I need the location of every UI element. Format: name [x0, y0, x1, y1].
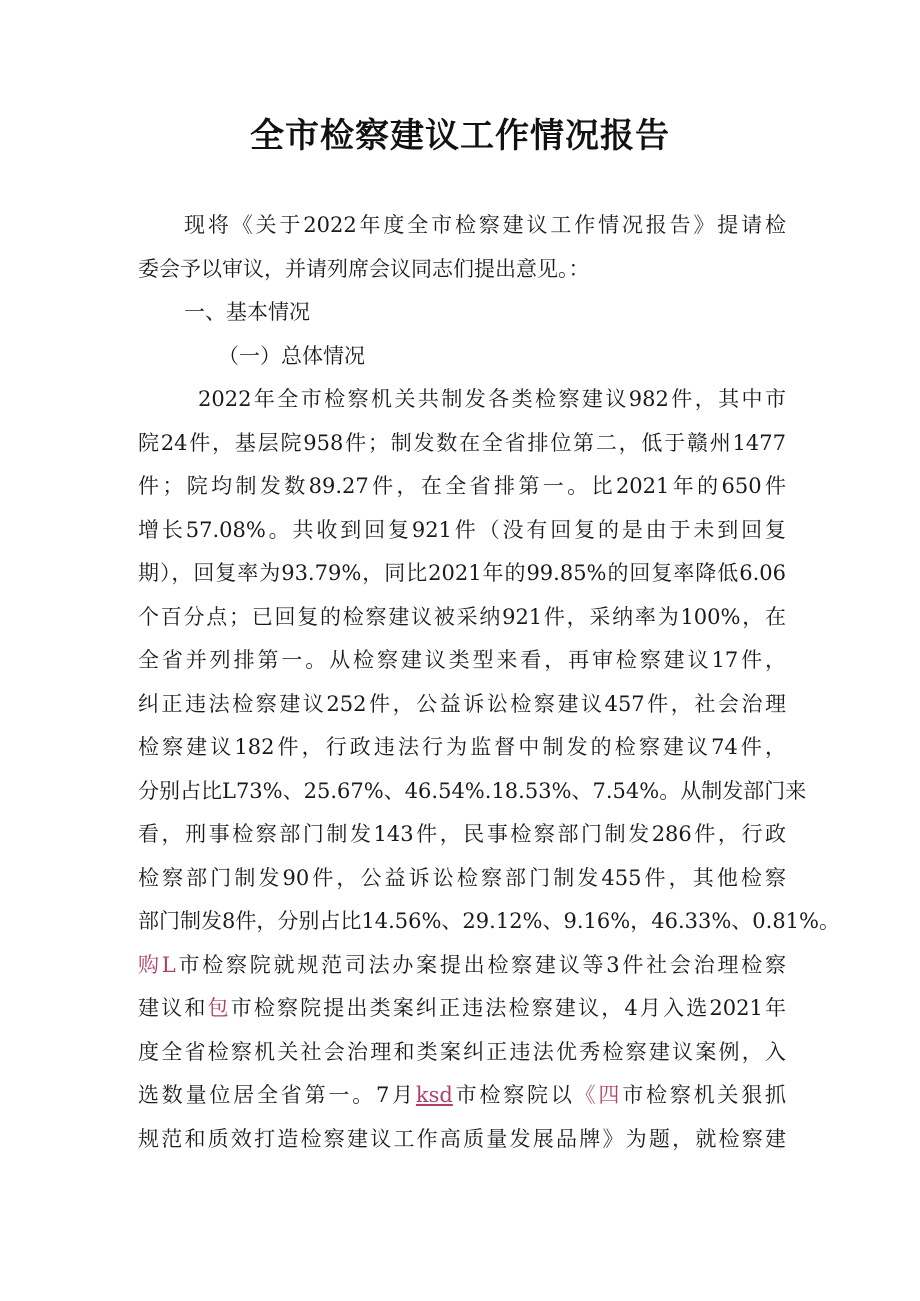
hyperlink-text[interactable]: ksd [415, 1083, 453, 1107]
paragraph-line-6: 个百分点；已回复的检察建议被采纳921件，采纳率为100%，在 [138, 604, 786, 629]
paragraph-line-17 [138, 1074, 786, 1118]
intro-line-2: 委会予以审议，并请列席会议同志们提出意见。： [138, 256, 590, 281]
paragraph-line-15-text-a: 建议和 [138, 996, 208, 1020]
paragraph-line-14 [138, 944, 786, 988]
paragraph-line-5: 期），回复率为93.79%，同比2021年的99.85%的回复率降低6.06 [138, 561, 786, 585]
highlight-text: 《四 [574, 1083, 623, 1107]
paragraph-line-16: 度全省检察机关社会治理和类案纠正违法优秀检察建议案例，入 [138, 1039, 786, 1064]
paragraph-line-9: 检察建议182件，行政违法行为监督中制发的检察建议74件， [138, 735, 786, 759]
paragraph-line-17-text-e: 市检察机关狠抓 [622, 1083, 787, 1107]
highlight-text: 包 [207, 996, 231, 1020]
paragraph-line-15-text-c: 市检察院提出类案纠正违法检察建议，4月入选2021年 [230, 996, 787, 1020]
paragraph-line-18: 规范和质效打造检察建议工作高质量发展品牌》为题，就检察建 [138, 1126, 786, 1151]
paragraph-line-4: 增长57.08%。共收到回复921件（没有回复的是由于未到回复 [138, 517, 786, 542]
paragraph-line-2: 院24件，基层院958件；制发数在全省排位第二，低于赣州1477 [138, 430, 786, 455]
paragraph-line-8: 纠正违法检察建议252件，公益诉讼检察建议457件，社会治理 [138, 691, 786, 716]
paragraph-line-7: 全省并列排第一。从检察建议类型来看，再审检察建议17件， [138, 648, 786, 672]
subsection-heading: （一）总体情况 [218, 343, 365, 368]
paragraph-line-10: 分别占比L73%、25.67%、46.54%.18.53%、7.54%。从制发部门来 [138, 778, 807, 803]
paragraph-line-11: 看，刑事检察部门制发143件，民事检察部门制发286件，行政 [138, 822, 786, 846]
paragraph-line-3: 件；院均制发数89.27件，在全省排第一。比2021年的650件 [138, 474, 786, 498]
section-heading: 一、基本情况 [184, 300, 310, 324]
paragraph-line-14-text: 市检察院就规范司法办案提出检察建议等3件社会治理检察 [175, 952, 786, 977]
highlight-text: 购L [138, 952, 176, 977]
paragraph-line-15 [138, 987, 786, 1031]
paragraph-line-17-text-c: 市检察院以 [452, 1083, 575, 1107]
paragraph-line-1: 2022年全市检察机关共制发各类检察建议982件，其中市 [198, 387, 786, 411]
page-title: 全市检察建议工作情况报告 [250, 116, 670, 156]
document-body [138, 204, 841, 1161]
intro-line-1: 现将《关于2022年度全市检察建议工作情况报告》提请检 [184, 213, 786, 237]
paragraph-line-13: 部门制发8件，分别占比14.56%、29.12%、9.16%，46.33%、0.81%。 [138, 909, 841, 933]
paragraph-line-17-text-a: 选数量位居全省第一。7月 [138, 1083, 416, 1107]
paragraph-line-12: 检察部门制发90件，公益诉讼检察部门制发455件，其他检察 [138, 865, 786, 890]
